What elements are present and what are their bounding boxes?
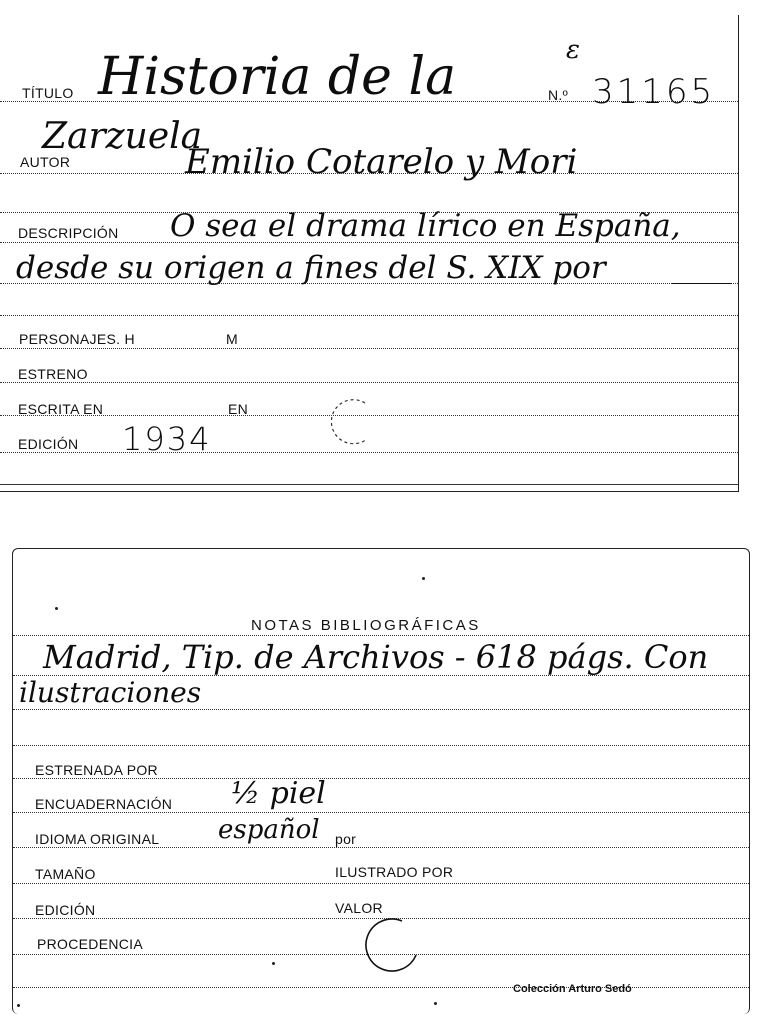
escrita-en-label: ESCRITA EN — [18, 401, 104, 417]
en-label: EN — [228, 401, 249, 417]
autor-value: Emilio Cotarelo y Mori — [185, 142, 578, 182]
idioma-original-value: español — [218, 815, 320, 845]
numero-value: 31165 — [592, 72, 716, 112]
encuadernacion-label: ENCUADERNACIÓN — [35, 796, 173, 812]
notas-heading: NOTAS BIBLIOGRÁFICAS — [251, 617, 481, 634]
edicion-value: 1934 — [122, 420, 212, 458]
speck — [55, 607, 58, 610]
rule-line — [0, 315, 738, 316]
speck — [272, 962, 275, 965]
rule-line — [13, 635, 749, 636]
handwritten-mark: ε — [566, 35, 580, 65]
punch-hole-outline — [325, 395, 375, 447]
descripcion-value-line2: desde su origen a fines del S. XIX por — [16, 250, 606, 286]
titulo-value-line1: Historia de la — [98, 47, 457, 107]
rule-line — [0, 382, 738, 383]
procedencia-label: PROCEDENCIA — [37, 936, 143, 952]
ilustrado-por-label: ILUSTRADO POR — [335, 864, 454, 880]
rule-line — [0, 348, 738, 349]
idioma-por-label: por — [335, 831, 357, 847]
rule-line — [13, 812, 749, 813]
valor-label: VALOR — [335, 900, 383, 916]
estrenada-por-label: ESTRENADA POR — [35, 762, 158, 778]
rule-line — [13, 987, 749, 988]
rule-line — [13, 883, 749, 884]
rule-line — [13, 778, 749, 779]
personajes-m-label: M — [226, 331, 238, 347]
speck — [422, 577, 425, 580]
punch-hole-outline — [358, 915, 426, 977]
notas-value-line1: Madrid, Tip. de Archivos - 618 págs. Con — [43, 638, 709, 676]
rule-line — [0, 452, 738, 453]
collection-stamp: Colección Arturo Sedó — [513, 983, 632, 995]
edicion-label: EDICIÓN — [18, 436, 79, 452]
catalog-card-top — [0, 15, 739, 492]
rule-line — [13, 847, 749, 848]
speck — [434, 1002, 437, 1005]
idioma-original-label: IDIOMA ORIGINAL — [35, 831, 160, 847]
encuadernacion-value: ½ piel — [231, 776, 326, 811]
rule-line — [0, 484, 738, 485]
estreno-label: ESTRENO — [18, 366, 88, 382]
rule-line — [13, 745, 749, 746]
tamano-label: TAMAÑO — [35, 866, 96, 882]
catalog-card-bottom — [12, 548, 750, 1014]
notas-value-line2: ilustraciones — [19, 676, 202, 709]
titulo-label: TÍTULO — [22, 85, 74, 101]
autor-label: AUTOR — [20, 154, 71, 170]
descripcion-value-line1: O sea el drama lírico en España, — [170, 208, 681, 244]
personajes-h-label: PERSONAJES. H — [19, 331, 135, 347]
titulo-value-line2: Zarzuela — [42, 116, 203, 157]
numero-label: N.º — [548, 87, 569, 103]
speck — [17, 1004, 20, 1007]
rule-line — [13, 709, 749, 710]
edicion-label: EDICIÓN — [35, 902, 96, 918]
dash-stroke — [672, 283, 732, 284]
descripcion-label: DESCRIPCIÓN — [18, 225, 119, 241]
